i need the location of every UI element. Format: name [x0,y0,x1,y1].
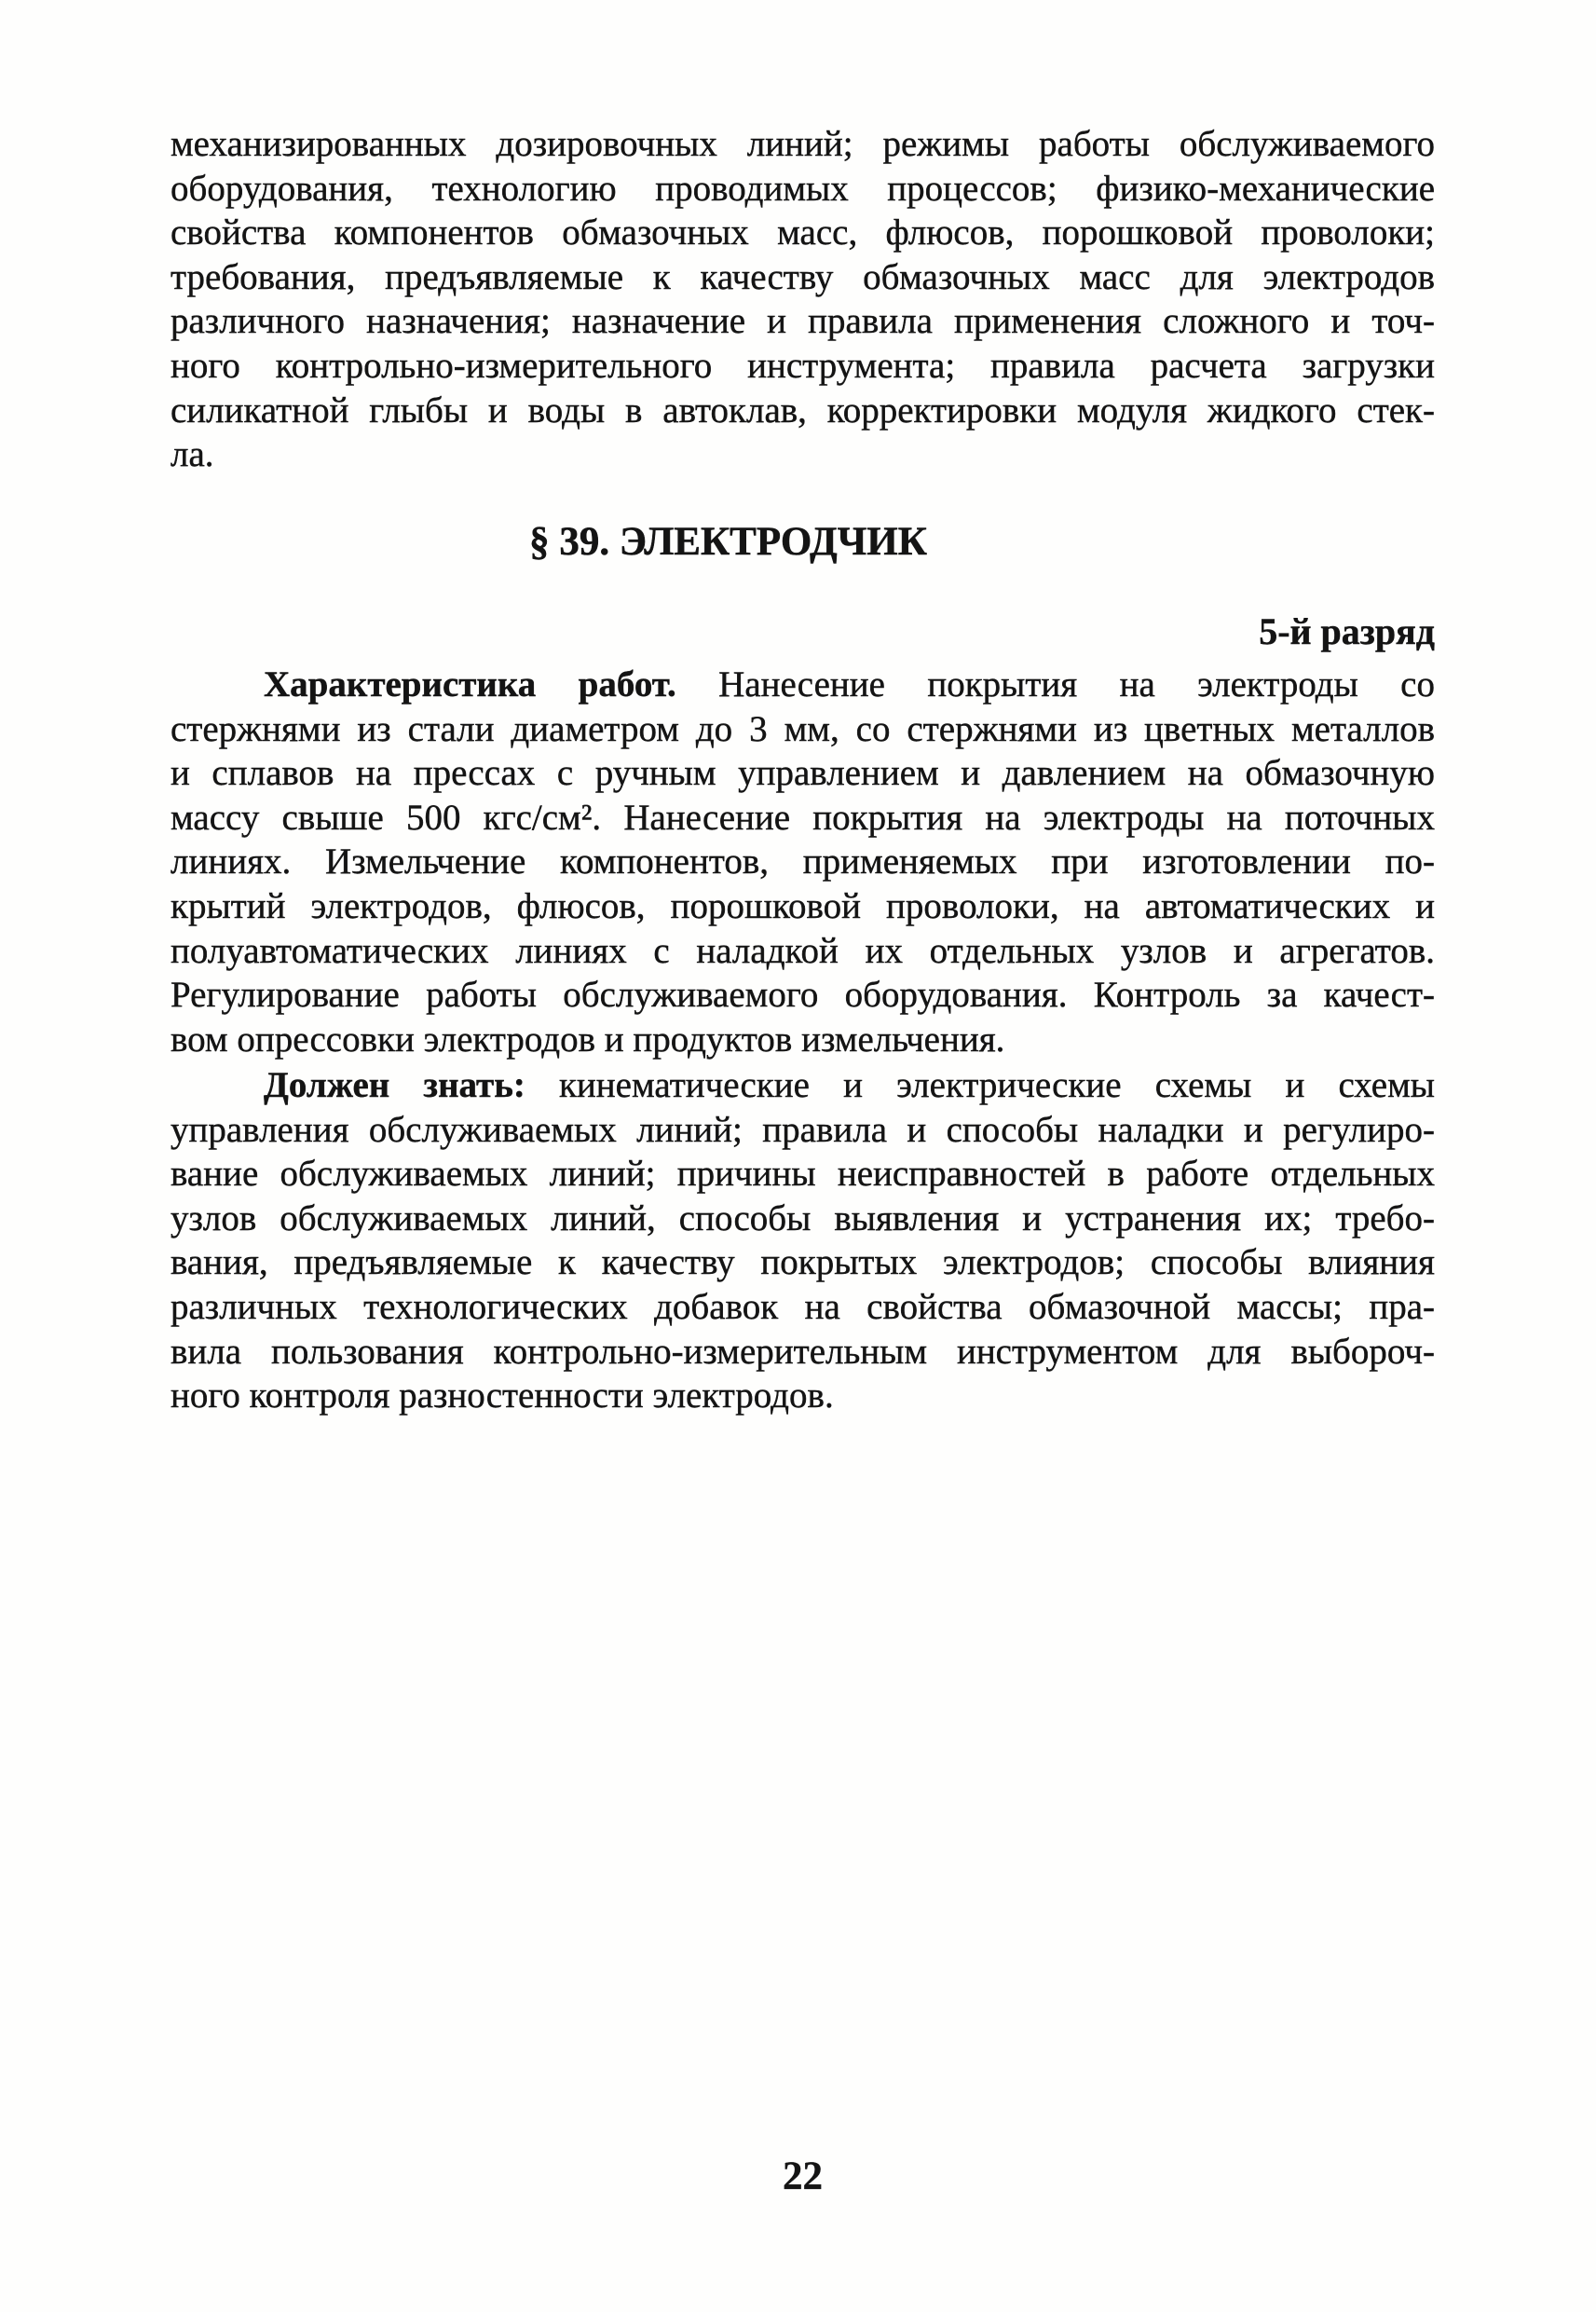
must-know-paragraph [171,1063,1435,1418]
text-line: вания, предъявляемые к качеству покрытых электродов; способы влияния [171,1242,1435,1283]
must-know-lines [171,1108,1435,1418]
text-line: управления обслуживаемых линий; правила и способы наладки и регулиро- [171,1109,1435,1150]
section-heading: § 39. ЭЛЕКТРОДЧИК [529,520,927,564]
text-line: вом опрессовки электродов и продуктов измельчения. [171,1019,1005,1060]
characteristics-first-line-text: Нанесение покрытия на электроды со [718,664,1435,705]
characteristics-lead: Характеристика работ. [264,664,676,705]
characteristics-lines [171,707,1435,1062]
text-line: массу свыше 500 кгс/см². Нанесение покрытия на электроды на поточных [171,797,1435,838]
text-line: свойства компонентов обмазочных масс, флюсов, порошковой проволоки; [171,212,1435,253]
text-line: стержнями из стали диаметром до 3 мм, со стержнями из цветных металлов [171,708,1435,749]
must-know-first-line-text: кинематические и электрические схемы и схемы [558,1065,1435,1105]
text-line: оборудования, технологию проводимых процессов; физико-механические [171,168,1435,209]
text-line: линиях. Измельчение компонентов, применяемых при изготовлении по- [171,841,1435,882]
must-know-first-line [171,1063,1435,1108]
text-line: механизированных дозировочных линий; режимы работы обслуживаемого [171,124,1435,164]
text-line: ла. [171,434,214,475]
text-line: ного контрольно-измерительного инструмента; правила расчета загрузки [171,345,1435,386]
must-know-lead: Должен знать: [264,1065,525,1105]
text-line: Регулирование работы обслуживаемого оборудования. Контроль за качест- [171,975,1435,1016]
intro-paragraph [171,122,1435,477]
text-line: силикатной глыбы и воды в автоклав, корректировки модуля жидкого стек- [171,390,1435,431]
text-line: и сплавов на прессах с ручным управлением и давлением на обмазочную [171,753,1435,794]
text-line: крытий электродов, флюсов, порошковой проволоки, на автоматических и [171,885,1435,926]
grade-label: 5-й разряд [1259,610,1435,652]
text-line: различного назначения; назначение и правила применения сложного и точ- [171,301,1435,342]
characteristics-first-line [171,663,1435,707]
text-line: различных технологических добавок на свойства обмазочной массы; пра- [171,1286,1435,1327]
text-line: ного контроля разностенности электродов. [171,1375,834,1416]
text-line: полуавтоматических линиях с наладкой их отдельных узлов и агрегатов. [171,930,1435,971]
text-line: вила пользования контрольно-измерительным инструментом для выбороч- [171,1331,1435,1372]
text-line: узлов обслуживаемых линий, способы выявления и устранения их; требо- [171,1197,1435,1238]
text-line: вание обслуживаемых линий; причины неисправностей в работе отдельных [171,1154,1435,1195]
text-line: требования, предъявляемые к качеству обмазочных масс для электродов [171,256,1435,297]
characteristics-paragraph [171,663,1435,1061]
page-number: 22 [783,2155,823,2198]
